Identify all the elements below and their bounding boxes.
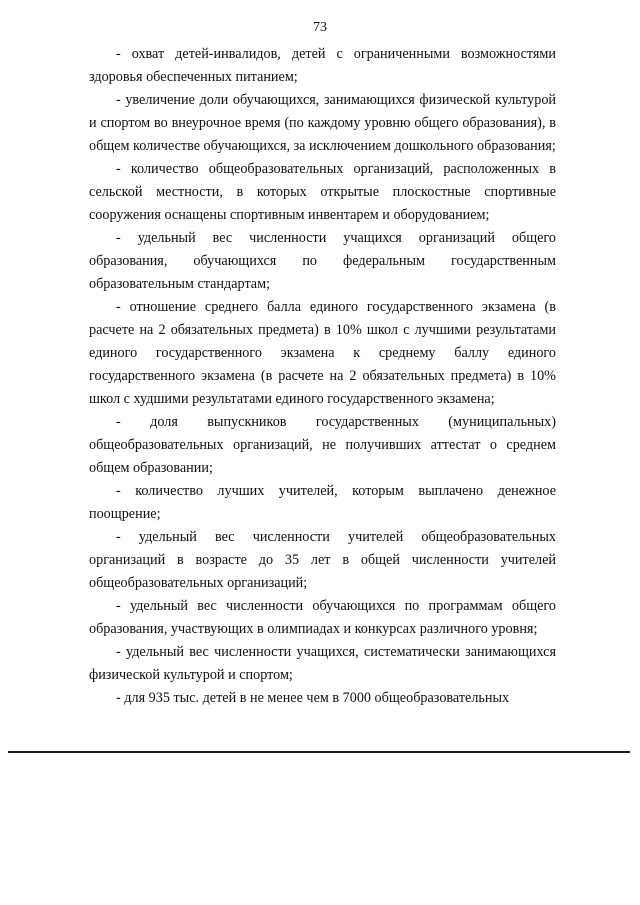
paragraph-best-teachers-bonus: - количество лучших учителей, которым выплачено денежное поощрение; (89, 483, 556, 522)
page-number: 73 (313, 20, 327, 35)
paragraph-young-teachers-share: - удельный вес численности учителей общеобразовательных организаций в возрасте до 35 лет в общей численности учителей общеобразовательных организаций; (89, 529, 556, 591)
paragraph-disabled-children-nutrition: - охват детей-инвалидов, детей с ограниченными возможностями здоровья обеспеченных питанием; (89, 46, 556, 85)
paragraph-regular-sports-share: - удельный вес численности учащихся, систематически занимающихся физической культурой и спортом; (89, 644, 556, 683)
paragraph-exam-score-ratio: - отношение среднего балла единого государственного экзамена (в расчете на 2 обязательных предмета) в 10% школ с лучшими результатами единого государственного экзамена к среднему баллу единого государственного экзамена (в расчете на 2 обязательных предмета) в 10% школ с худшими результатами единого государственного экзамена; (89, 299, 556, 407)
document-body (89, 43, 556, 710)
paragraph-federal-standards-share: - удельный вес численности учащихся организаций общего образования, обучающихся по федеральным государственным образовательным стандартам; (89, 230, 556, 292)
paragraph-rural-sports-facilities: - количество общеобразовательных организаций, расположенных в сельской местности, в которых открытые плоскостные спортивные сооружения оснащены спортивным инвентарем и оборудованием; (89, 161, 556, 223)
paragraph-olympiad-participants-share: - удельный вес численности обучающихся по программам общего образования, участвующих в олимпиадах и конкурсах различного уровня; (89, 598, 556, 637)
paragraph-physical-culture-share: - увеличение доли обучающихся, занимающихся физической культурой и спортом во внеурочное время (по каждому уровню общего образования), в общем количестве обучающихся, за исключением дошкольного образования; (89, 92, 556, 154)
paragraph-graduates-without-certificate: - доля выпускников государственных (муниципальных) общеобразовательных организаций, не получивших аттестат о среднем общем образовании; (89, 414, 556, 476)
paragraph-935k-children: - для 935 тыс. детей в не менее чем в 7000 общеобразовательных (116, 690, 510, 706)
footer-divider (8, 751, 630, 753)
